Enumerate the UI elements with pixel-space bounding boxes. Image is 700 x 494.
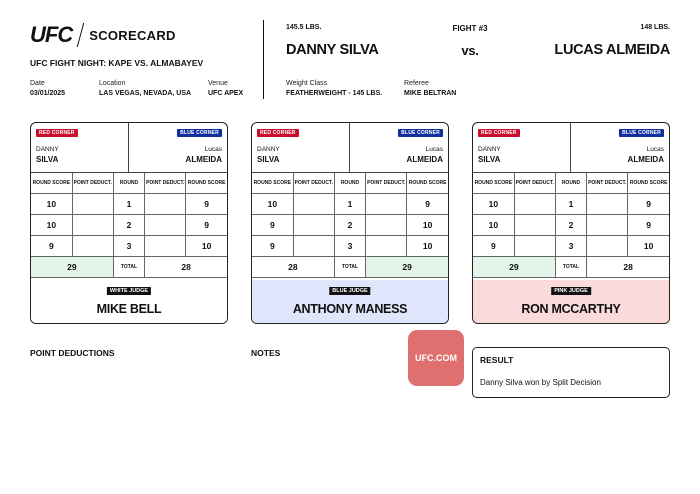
weight-class-block [286,80,382,97]
blue-point-deduct-header: POINT DEDUCT. [366,173,407,193]
round-row [473,235,669,256]
red-score: 9 [473,235,514,256]
red-first-name: DANNY [478,146,501,153]
red-score: 10 [473,214,514,235]
red-score: 10 [473,193,514,214]
total-label: TOTAL [113,256,144,277]
red-deduction [514,193,555,214]
blue-corner-tag: BLUE CORNER [619,129,664,137]
judge-footer [252,280,448,324]
round-row [252,235,448,256]
blue-deduction [145,193,186,214]
blue-deduction [587,193,628,214]
blue-round-score-header: ROUND SCORE [186,173,227,193]
fight-number: FIGHT #3 [452,24,488,33]
judge-name: MIKE BELL [96,302,162,316]
venue-value: UFC APEX [208,90,244,97]
blue-last-name: ALMEIDA [406,155,443,164]
round-number: 1 [334,193,365,214]
blue-fighter-name: LUCAS ALMEIDA [554,42,670,58]
red-score: 10 [252,193,293,214]
round-row [31,235,227,256]
judge-name: ANTHONY MANESS [292,302,408,316]
judge-card-3 [472,122,670,324]
red-corner-tag: RED CORNER [257,129,299,137]
red-score: 9 [252,214,293,235]
corner-header [252,123,448,173]
blue-round-score-header: ROUND SCORE [407,173,448,193]
judge-footer [31,280,227,324]
score-table [31,173,227,278]
result-title: RESULT [480,355,514,365]
blue-corner-tag: BLUE CORNER [177,129,222,137]
brand [30,22,176,48]
weight-class-value: FEATHERWEIGHT - 145 LBS. [286,90,383,97]
date-block [30,80,65,97]
round-row [31,214,227,235]
judge-tag: BLUE JUDGE [329,287,370,295]
red-score: 9 [31,235,72,256]
blue-score: 10 [407,235,448,256]
round-number: 2 [113,214,144,235]
round-row [252,193,448,214]
blue-score: 9 [628,193,669,214]
red-total: 29 [31,256,113,277]
blue-first-name: Lucas [425,146,443,153]
score-table [252,173,448,278]
blue-round-score-header: ROUND SCORE [628,173,669,193]
blue-total: 28 [145,256,227,277]
score-header-row [31,173,227,193]
red-total: 28 [252,256,334,277]
red-round-score-header: ROUND SCORE [31,173,72,193]
red-first-name: DANNY [257,146,280,153]
red-point-deduct-header: POINT DEDUCT. [514,173,555,193]
blue-deduction [145,214,186,235]
round-number: 3 [113,235,144,256]
point-deductions-heading: POINT DEDUCTIONS [30,348,115,358]
red-score: 10 [31,193,72,214]
referee-block [404,80,456,97]
blue-score: 9 [407,193,448,214]
red-point-deduct-header: POINT DEDUCT. [72,173,113,193]
score-header-row [252,173,448,193]
red-fighter-name: DANNY SILVA [286,42,379,58]
score-table [473,173,669,278]
blue-fighter-weight: 148 LBS. [640,24,670,31]
red-score: 10 [31,214,72,235]
blue-score: 9 [186,214,227,235]
judge-card-2 [251,122,449,324]
round-row [473,193,669,214]
blue-corner-tag: BLUE CORNER [398,129,443,137]
result-text: Danny Silva won by Split Decision [480,378,601,387]
red-deduction [514,214,555,235]
blue-corner [129,123,227,172]
total-label: TOTAL [334,256,365,277]
blue-deduction [366,214,407,235]
blue-first-name: Lucas [646,146,664,153]
round-row [31,193,227,214]
venue-block [208,80,243,97]
blue-deduction [366,193,407,214]
date-label: Date [30,80,45,87]
round-number: 1 [113,193,144,214]
round-number: 2 [334,214,365,235]
ufc-logo: UFC [30,22,73,47]
notes-heading: NOTES [251,348,281,358]
blue-total: 29 [366,256,448,277]
red-deduction [293,235,334,256]
red-deduction [72,214,113,235]
blue-total: 28 [587,256,669,277]
round-row [252,214,448,235]
round-row [473,214,669,235]
round-header: ROUND [113,173,144,193]
blue-score: 10 [407,214,448,235]
blue-deduction [366,235,407,256]
blue-score: 10 [186,235,227,256]
judge-card-1 [30,122,228,324]
judge-name: RON MCCARTHY [521,302,621,316]
ufc-com-label: UFC.COM [415,353,457,363]
total-row [31,256,227,277]
blue-last-name: ALMEIDA [627,155,664,164]
blue-deduction [145,235,186,256]
round-header: ROUND [555,173,586,193]
red-round-score-header: ROUND SCORE [473,173,514,193]
red-corner [473,123,571,172]
total-row [252,256,448,277]
location-value: LAS VEGAS, NEVADA, USA [99,90,192,97]
red-round-score-header: ROUND SCORE [252,173,293,193]
red-fighter-weight: 145.5 LBS. [286,24,322,31]
score-header-row [473,173,669,193]
red-last-name: SILVA [257,155,280,164]
round-number: 1 [555,193,586,214]
total-row [473,256,669,277]
judge-tag: PINK JUDGE [551,287,591,295]
blue-deduction [587,214,628,235]
location-block [99,80,191,97]
corner-header [473,123,669,173]
judge-tag: WHITE JUDGE [107,287,151,295]
blue-point-deduct-header: POINT DEDUCT. [145,173,186,193]
scorecard-title: SCORECARD [89,27,176,43]
blue-score: 9 [628,214,669,235]
header-divider [263,20,264,99]
blue-deduction [587,235,628,256]
venue-label: Venue [208,80,228,87]
red-corner-tag: RED CORNER [478,129,520,137]
red-corner [31,123,129,172]
blue-point-deduct-header: POINT DEDUCT. [587,173,628,193]
round-number: 3 [334,235,365,256]
result-box [472,347,670,398]
red-deduction [293,193,334,214]
red-deduction [72,235,113,256]
event-name: UFC FIGHT NIGHT: KAPE VS. ALMABAYEV [30,58,204,68]
blue-corner [571,123,669,172]
red-deduction [514,235,555,256]
weight-class-label: Weight Class [286,80,328,87]
corner-header [31,123,227,173]
blue-score: 10 [628,235,669,256]
red-first-name: DANNY [36,146,59,153]
red-total: 29 [473,256,555,277]
red-last-name: SILVA [36,155,59,164]
blue-first-name: Lucas [204,146,222,153]
red-point-deduct-header: POINT DEDUCT. [293,173,334,193]
red-deduction [293,214,334,235]
ufc-com-badge[interactable] [408,330,464,386]
total-label: TOTAL [555,256,586,277]
red-last-name: SILVA [478,155,501,164]
location-label: Location [99,80,126,87]
round-header: ROUND [334,173,365,193]
blue-last-name: ALMEIDA [185,155,222,164]
red-score: 9 [252,235,293,256]
referee-label: Referee [404,80,429,87]
round-number: 3 [555,235,586,256]
logo-divider [77,23,84,47]
blue-score: 9 [186,193,227,214]
date-value: 03/01/2025 [30,90,66,97]
red-corner [252,123,350,172]
round-number: 2 [555,214,586,235]
vs-label: vs. [461,43,479,58]
red-deduction [72,193,113,214]
judge-footer [473,280,669,324]
referee-value: MIKE BELTRAN [404,90,457,97]
blue-corner [350,123,448,172]
red-corner-tag: RED CORNER [36,129,78,137]
